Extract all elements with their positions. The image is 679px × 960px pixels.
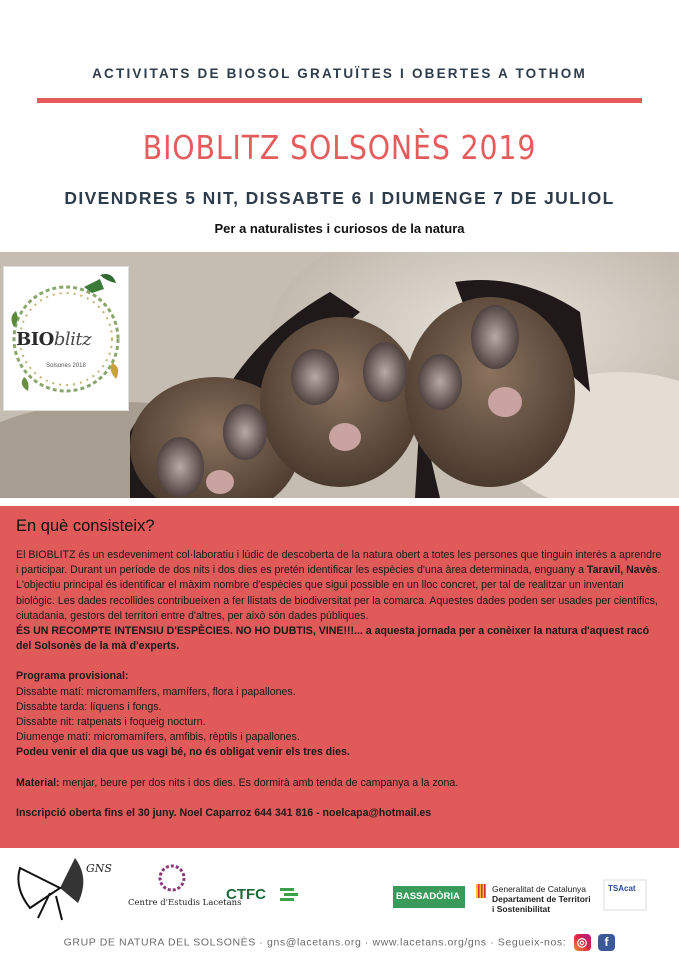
- bioblitz-logo: [3, 266, 129, 411]
- logo-bio: BIO: [16, 329, 54, 350]
- gencat-label-2: Departament de Territori: [492, 894, 591, 904]
- ctfc-logo-icon: [280, 888, 298, 901]
- program-item: Dissabte matí: micromamífers, mamífers, flora i papallones.: [16, 685, 296, 698]
- page-title: BIOBLITZ SOLSONÈS 2019: [142, 128, 537, 167]
- info-heading: En què consisteix?: [16, 517, 155, 535]
- program-note-text: Podeu venir el dia que us vagi bé, no és obligat venir els tres dies.: [16, 746, 350, 759]
- inscription-text: Inscripció oberta fins el 30 juny. Noel Caparroz 644 341 816 - noelcapa@hotmail.es: [16, 806, 432, 819]
- material-text: menjar, beure per dos nits i dos dies. Es dormirà amb tenda de campanya a la zona.: [59, 776, 459, 789]
- program-note: [16, 745, 663, 760]
- material-line: [16, 776, 663, 791]
- spacer: [16, 791, 663, 806]
- gns-butterfly-icon: [18, 858, 83, 920]
- program-item: Dissabte tarda: líquens i fongs.: [16, 700, 162, 713]
- program-item: Dissabte nit: ratpenats i foqueig nocturn.: [16, 716, 206, 729]
- footer-text: GRUP DE NATURA DEL SOLSONÈS · gns@lacetans.org · www.lacetans.org/gns · Segueix-nos:: [63, 936, 567, 949]
- sponsors-strip: [0, 848, 679, 928]
- bassadoria-label: BASSADÒRIA: [396, 891, 460, 902]
- cel-logo-icon: [160, 866, 184, 890]
- logo-blitz: blitz: [53, 329, 92, 350]
- gencat-label-1: Generalitat de Catalunya: [492, 884, 587, 894]
- intro-place: Taravil, Navès: [586, 564, 658, 577]
- header-divider: [37, 98, 642, 103]
- spacer: [16, 761, 663, 776]
- tsa-label: TSAcat: [608, 884, 636, 893]
- material-label: Material:: [16, 776, 60, 789]
- call-to-action: [16, 624, 663, 654]
- cel-label: Centre d'Estudis Lacetans: [128, 898, 242, 908]
- instagram-icon[interactable]: ◎: [574, 934, 591, 951]
- facebook-icon[interactable]: f: [598, 934, 615, 951]
- intro-part-2: . L'objectiu principal és identificar el màxim nombre d'espècies que sigui possible en un lloc concret, per tal de realitzar un inventari biològic. Les dades recollides contribueixen a fer llistats de biodiversitat per la comarca. Aquestes dades poden ser usades per científics, ciutadania, gestors del territori entre d'altres, per això són dades públiques.: [16, 564, 661, 622]
- bioblitz-logo-wordmark: [16, 329, 91, 350]
- event-dates: DIVENDRES 5 NIT, DISSABTE 6 I DIUMENGE 7 DE JULIOL: [64, 188, 615, 208]
- gns-label: GNS: [86, 862, 112, 875]
- intro-paragraph: [16, 548, 663, 624]
- spacer: [16, 654, 663, 669]
- intro-part-1: El BIOBLITZ és un esdeveniment col·laboratiu i lúdic de descoberta de la natura obert a totes les persones que tinguin interès a aprendre i participar. Durant un període de dos nits i dos dies es pretén identificar les espècies d'una àrea determinada, enguany a: [16, 549, 662, 577]
- program-title: [16, 669, 663, 684]
- program-item: Diumenge matí: micromamífers, amfibis, rèptils i papallones.: [16, 731, 300, 744]
- ctfc-label: CTFC: [226, 886, 266, 903]
- program-title-text: Programa provisional:: [16, 670, 129, 683]
- logo-subtitle: Solsonès 2018: [46, 363, 86, 369]
- top-tagline: ACTIVITATS DE BIOSOL GRATUÏTES I OBERTES A TOTHOM: [92, 66, 587, 81]
- call-text: ÉS UN RECOMPTE INTENSIU D'ESPÈCIES. NO HO DUBTIS, VINE!!!... a aquesta jornada per a conèixer la natura d'aquest racó del Solsonès de la mà d'experts.: [16, 625, 650, 653]
- info-panel: [0, 506, 679, 848]
- gencat-logo-icon: [476, 884, 486, 898]
- footer: [0, 934, 679, 951]
- inscription-line: [16, 806, 663, 821]
- gencat-label-3: i Sostenibilitat: [492, 904, 551, 914]
- audience-subtitle: Per a naturalistes i curiosos de la natura: [214, 221, 465, 236]
